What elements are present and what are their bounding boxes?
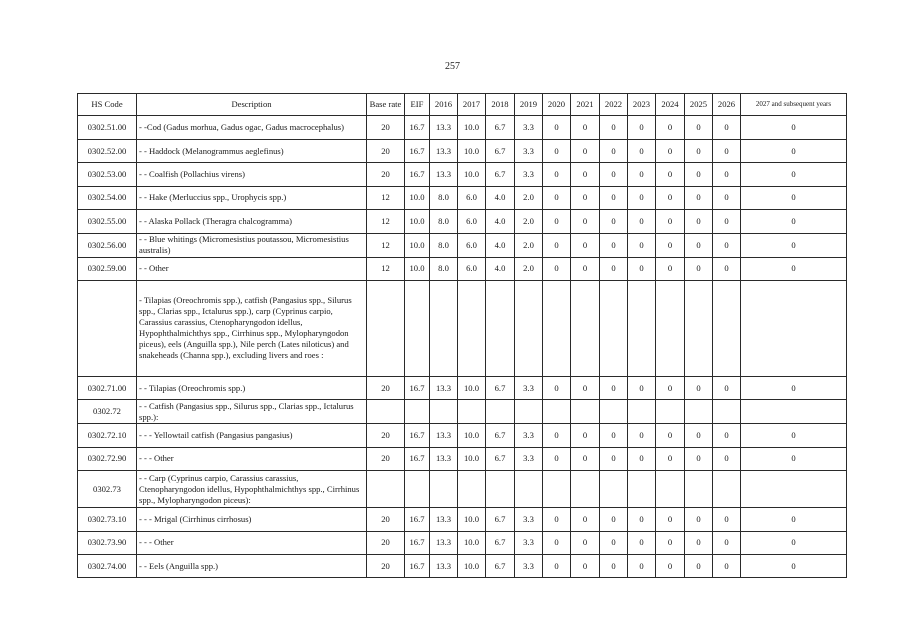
rate-cell: 16.7 — [405, 424, 430, 447]
rate-cell: 20 — [367, 424, 405, 447]
table-row — [78, 447, 847, 470]
rate-cell: 0 — [543, 447, 571, 470]
rate-cell: 3.3 — [515, 447, 543, 470]
rate-cell: 0 — [656, 424, 685, 447]
page-number: 257 — [445, 61, 460, 72]
rate-cell: 0 — [571, 186, 600, 209]
table-row — [78, 554, 847, 577]
table-row — [78, 400, 847, 424]
rate-cell: 0 — [543, 210, 571, 233]
rate-cell: 0 — [741, 554, 847, 577]
rate-cell: 0 — [656, 233, 685, 257]
rate-cell: 0 — [685, 163, 713, 186]
rate-cell: 13.3 — [430, 447, 458, 470]
rate-cell: 4.0 — [486, 257, 515, 280]
rate-cell: 0 — [713, 186, 741, 209]
description-cell: - - Other — [137, 257, 367, 280]
rate-cell: 10.0 — [405, 186, 430, 209]
description-cell: - - Carp (Cyprinus carpio, Carassius carassius, Ctenopharyngodon idellus, Hypophthalmichthys spp., Cirrhinus spp., Mylopharyngodon piceus): — [137, 471, 367, 508]
rate-cell: 0 — [685, 424, 713, 447]
rate-cell: 6.7 — [486, 116, 515, 140]
rate-cell — [741, 280, 847, 376]
rate-cell — [543, 400, 571, 424]
hs-code-cell: 0302.71.00 — [78, 376, 137, 399]
table-row — [78, 376, 847, 399]
description-cell: - - - Mrigal (Cirrhinus cirrhosus) — [137, 508, 367, 531]
rate-cell: 0 — [600, 424, 628, 447]
rate-cell: 0 — [656, 447, 685, 470]
rate-cell: 4.0 — [486, 233, 515, 257]
rate-cell: 6.7 — [486, 163, 515, 186]
rate-cell: 0 — [656, 257, 685, 280]
rate-cell: 0 — [656, 210, 685, 233]
column-header: HS Code — [78, 94, 137, 116]
hs-code-cell: 0302.55.00 — [78, 210, 137, 233]
rate-cell: 20 — [367, 116, 405, 140]
rate-cell: 0 — [543, 508, 571, 531]
column-header: Description — [137, 94, 367, 116]
rate-cell — [600, 280, 628, 376]
rate-cell: 6.7 — [486, 140, 515, 163]
column-header: 2022 — [600, 94, 628, 116]
rate-cell — [713, 471, 741, 508]
rate-cell: 3.3 — [515, 163, 543, 186]
rate-cell: 0 — [543, 554, 571, 577]
rate-cell — [628, 280, 656, 376]
rate-cell: 0 — [656, 376, 685, 399]
rate-cell: 0 — [571, 210, 600, 233]
column-header: 2024 — [656, 94, 685, 116]
rate-cell: 0 — [713, 116, 741, 140]
rate-cell — [713, 400, 741, 424]
rate-cell: 10.0 — [458, 554, 486, 577]
rate-cell: 0 — [713, 233, 741, 257]
rate-cell — [405, 400, 430, 424]
hs-code-cell: 0302.72 — [78, 400, 137, 424]
rate-cell: 0 — [713, 257, 741, 280]
rate-cell: 6.0 — [458, 233, 486, 257]
rate-cell: 0 — [656, 554, 685, 577]
rate-cell: 12 — [367, 210, 405, 233]
rate-cell: 2.0 — [515, 186, 543, 209]
rate-cell: 0 — [600, 531, 628, 554]
table-row — [78, 210, 847, 233]
rate-cell: 10.0 — [405, 210, 430, 233]
hs-code-cell: 0302.54.00 — [78, 186, 137, 209]
rate-cell: 12 — [367, 233, 405, 257]
rate-cell: 0 — [741, 210, 847, 233]
rate-cell: 13.3 — [430, 163, 458, 186]
column-header: 2019 — [515, 94, 543, 116]
rate-cell: 0 — [741, 508, 847, 531]
table-row — [78, 280, 847, 376]
rate-cell — [571, 471, 600, 508]
rate-cell: 0 — [543, 163, 571, 186]
rate-cell: 0 — [628, 531, 656, 554]
description-cell: - - Tilapias (Oreochromis spp.) — [137, 376, 367, 399]
rate-cell: 4.0 — [486, 210, 515, 233]
rate-cell: 0 — [543, 233, 571, 257]
rate-cell: 0 — [543, 116, 571, 140]
rate-cell: 0 — [685, 447, 713, 470]
table-row — [78, 424, 847, 447]
hs-code-cell: 0302.59.00 — [78, 257, 137, 280]
header-row — [78, 94, 847, 116]
table-row — [78, 257, 847, 280]
rate-cell: 16.7 — [405, 140, 430, 163]
rate-cell: 6.7 — [486, 424, 515, 447]
rate-cell: 0 — [600, 233, 628, 257]
rate-cell: 0 — [628, 447, 656, 470]
rate-cell: 4.0 — [486, 186, 515, 209]
rate-cell — [656, 471, 685, 508]
table-row — [78, 186, 847, 209]
rate-cell: 0 — [571, 447, 600, 470]
rate-cell: 13.3 — [430, 508, 458, 531]
rate-cell: 0 — [571, 376, 600, 399]
table-row — [78, 163, 847, 186]
rate-cell: 6.7 — [486, 508, 515, 531]
rate-cell: 16.7 — [405, 116, 430, 140]
hs-code-cell: 0302.74.00 — [78, 554, 137, 577]
rate-cell: 0 — [543, 376, 571, 399]
rate-cell — [405, 280, 430, 376]
rate-cell: 0 — [656, 163, 685, 186]
rate-cell: 0 — [656, 186, 685, 209]
column-header: Base rate — [367, 94, 405, 116]
rate-cell — [571, 280, 600, 376]
column-header: 2020 — [543, 94, 571, 116]
rate-cell: 16.7 — [405, 163, 430, 186]
rate-cell — [543, 280, 571, 376]
rate-cell: 0 — [656, 116, 685, 140]
rate-cell — [458, 280, 486, 376]
table-body — [78, 116, 847, 578]
rate-cell: 0 — [685, 186, 713, 209]
rate-cell — [628, 471, 656, 508]
rate-cell: 20 — [367, 554, 405, 577]
column-header: 2016 — [430, 94, 458, 116]
rate-cell — [600, 471, 628, 508]
rate-cell: 0 — [600, 508, 628, 531]
rate-cell: 0 — [685, 508, 713, 531]
rate-cell: 0 — [713, 424, 741, 447]
rate-cell: 0 — [713, 531, 741, 554]
rate-cell: 2.0 — [515, 257, 543, 280]
rate-cell — [628, 400, 656, 424]
rate-cell: 10.0 — [458, 508, 486, 531]
description-cell: - - Blue whitings (Micromesistius poutassou, Micromesistius australis) — [137, 233, 367, 257]
rate-cell: 0 — [600, 140, 628, 163]
rate-cell — [685, 400, 713, 424]
rate-cell: 3.3 — [515, 376, 543, 399]
rate-cell — [486, 400, 515, 424]
rate-cell: 0 — [741, 447, 847, 470]
description-cell: - - Alaska Pollack (Theragra chalcogramma) — [137, 210, 367, 233]
rate-cell: 6.0 — [458, 257, 486, 280]
rate-cell: 0 — [741, 376, 847, 399]
rate-cell: 2.0 — [515, 210, 543, 233]
rate-cell: 0 — [628, 508, 656, 531]
description-cell: - - Hake (Merluccius spp., Urophycis spp.) — [137, 186, 367, 209]
rate-cell: 16.7 — [405, 531, 430, 554]
rate-cell — [430, 400, 458, 424]
rate-cell: 13.3 — [430, 424, 458, 447]
rate-cell — [515, 471, 543, 508]
rate-cell: 0 — [741, 424, 847, 447]
rate-cell: 0 — [628, 376, 656, 399]
rate-cell: 0 — [571, 531, 600, 554]
column-header: 2023 — [628, 94, 656, 116]
rate-cell: 6.7 — [486, 376, 515, 399]
column-header: 2026 — [713, 94, 741, 116]
description-cell: - - Eels (Anguilla spp.) — [137, 554, 367, 577]
rate-cell — [486, 471, 515, 508]
rate-cell: 20 — [367, 531, 405, 554]
hs-code-cell: 0302.72.90 — [78, 447, 137, 470]
rate-cell: 0 — [713, 140, 741, 163]
table-row — [78, 508, 847, 531]
description-cell: - - Coalfish (Pollachius virens) — [137, 163, 367, 186]
rate-cell: 0 — [543, 257, 571, 280]
rate-cell: 0 — [741, 140, 847, 163]
rate-cell: 0 — [685, 257, 713, 280]
description-cell: - - - Other — [137, 531, 367, 554]
rate-cell — [458, 400, 486, 424]
column-header: 2017 — [458, 94, 486, 116]
rate-cell: 0 — [543, 424, 571, 447]
table-row — [78, 531, 847, 554]
rate-cell: 0 — [628, 554, 656, 577]
hs-code-cell: 0302.73 — [78, 471, 137, 508]
rate-cell: 0 — [571, 554, 600, 577]
rate-cell: 10.0 — [405, 233, 430, 257]
rate-cell — [741, 471, 847, 508]
hs-code-cell: 0302.51.00 — [78, 116, 137, 140]
rate-cell: 0 — [741, 163, 847, 186]
rate-cell — [367, 280, 405, 376]
description-cell: - - Haddock (Melanogrammus aeglefinus) — [137, 140, 367, 163]
hs-code-cell — [78, 280, 137, 376]
rate-cell: 13.3 — [430, 116, 458, 140]
rate-cell: 8.0 — [430, 257, 458, 280]
hs-code-cell: 0302.73.10 — [78, 508, 137, 531]
hs-code-cell: 0302.72.10 — [78, 424, 137, 447]
rate-cell: 16.7 — [405, 554, 430, 577]
rate-cell: 13.3 — [430, 554, 458, 577]
rate-cell: 0 — [600, 210, 628, 233]
table-row — [78, 140, 847, 163]
rate-cell: 0 — [628, 210, 656, 233]
rate-cell — [486, 280, 515, 376]
rate-cell: 0 — [685, 140, 713, 163]
rate-cell: 16.7 — [405, 447, 430, 470]
rate-cell — [515, 280, 543, 376]
rate-cell: 20 — [367, 447, 405, 470]
rate-cell — [458, 471, 486, 508]
rate-cell: 10.0 — [458, 163, 486, 186]
description-cell: - - - Other — [137, 447, 367, 470]
rate-cell: 16.7 — [405, 508, 430, 531]
rate-cell: 0 — [741, 531, 847, 554]
rate-cell: 0 — [628, 186, 656, 209]
rate-cell: 0 — [713, 376, 741, 399]
rate-cell: 0 — [543, 531, 571, 554]
rate-cell: 8.0 — [430, 186, 458, 209]
rate-cell: 0 — [713, 447, 741, 470]
rate-cell: 10.0 — [458, 447, 486, 470]
rate-cell: 13.3 — [430, 531, 458, 554]
rate-cell: 0 — [628, 257, 656, 280]
rate-cell: 6.0 — [458, 210, 486, 233]
table-row — [78, 116, 847, 140]
rate-cell: 13.3 — [430, 140, 458, 163]
rate-cell: 0 — [741, 116, 847, 140]
rate-cell: 0 — [741, 257, 847, 280]
rate-cell: 0 — [600, 447, 628, 470]
rate-cell — [367, 471, 405, 508]
rate-cell: 10.0 — [458, 140, 486, 163]
rate-cell — [713, 280, 741, 376]
rate-cell: 10.0 — [405, 257, 430, 280]
rate-cell: 0 — [685, 233, 713, 257]
column-header: 2021 — [571, 94, 600, 116]
rate-cell: 0 — [571, 233, 600, 257]
rate-cell: 0 — [713, 210, 741, 233]
rate-cell: 12 — [367, 257, 405, 280]
rate-cell — [430, 280, 458, 376]
rate-cell: 3.3 — [515, 116, 543, 140]
rate-cell: 0 — [543, 186, 571, 209]
description-cell: - Tilapias (Oreochromis spp.), catfish (Pangasius spp., Silurus spp., Clarias spp., Ictalurus spp.), carp (Cyprinus carpio, Carassius carassius, Ctenopharyngodon idellus, Hypophthalmichthys spp., Cirrhinus spp., Mylopharyngodon piceus), eels (Anguilla spp.), Nile perch (Lates niloticus) and snakeheads (Channa spp.), excluding livers and roes : — [137, 280, 367, 376]
rate-cell: 8.0 — [430, 233, 458, 257]
rate-cell: 0 — [600, 116, 628, 140]
table-row — [78, 233, 847, 257]
rate-cell: 10.0 — [458, 116, 486, 140]
rate-cell: 0 — [685, 210, 713, 233]
rate-cell: 3.3 — [515, 140, 543, 163]
rate-cell — [405, 471, 430, 508]
hs-code-cell: 0302.73.90 — [78, 531, 137, 554]
rate-cell: 3.3 — [515, 508, 543, 531]
rate-cell: 0 — [656, 508, 685, 531]
rate-cell: 0 — [685, 554, 713, 577]
rate-cell: 6.7 — [486, 531, 515, 554]
rate-cell: 20 — [367, 140, 405, 163]
rate-cell: 0 — [628, 424, 656, 447]
rate-cell — [685, 280, 713, 376]
rate-cell — [600, 400, 628, 424]
table-row — [78, 471, 847, 508]
column-header: EIF — [405, 94, 430, 116]
rate-cell — [656, 280, 685, 376]
rate-cell: 0 — [600, 554, 628, 577]
rate-cell: 20 — [367, 508, 405, 531]
rate-cell: 3.3 — [515, 554, 543, 577]
column-header: 2018 — [486, 94, 515, 116]
column-header: 2025 — [685, 94, 713, 116]
rate-cell: 12 — [367, 186, 405, 209]
rate-cell: 0 — [685, 116, 713, 140]
rate-cell: 6.0 — [458, 186, 486, 209]
hs-code-cell: 0302.56.00 — [78, 233, 137, 257]
rate-cell: 0 — [656, 140, 685, 163]
description-cell: - -Cod (Gadus morhua, Gadus ogac, Gadus macrocephalus) — [137, 116, 367, 140]
rate-cell: 6.7 — [486, 447, 515, 470]
rate-cell: 0 — [571, 116, 600, 140]
rate-cell: 0 — [571, 140, 600, 163]
rate-cell: 13.3 — [430, 376, 458, 399]
rate-cell: 0 — [713, 508, 741, 531]
rate-cell: 0 — [571, 508, 600, 531]
hs-code-cell: 0302.52.00 — [78, 140, 137, 163]
rate-cell — [571, 400, 600, 424]
rate-cell: 0 — [713, 554, 741, 577]
rate-cell: 0 — [628, 140, 656, 163]
rate-cell: 0 — [628, 116, 656, 140]
rate-cell: 16.7 — [405, 376, 430, 399]
rate-cell — [741, 400, 847, 424]
rate-cell: 0 — [600, 376, 628, 399]
rate-cell: 0 — [685, 531, 713, 554]
rate-cell — [685, 471, 713, 508]
rate-cell: 0 — [685, 376, 713, 399]
rate-cell: 20 — [367, 163, 405, 186]
description-cell: - - - Yellowtail catfish (Pangasius pangasius) — [137, 424, 367, 447]
rate-cell — [656, 400, 685, 424]
rate-cell: 0 — [628, 233, 656, 257]
rate-cell: 0 — [741, 186, 847, 209]
rate-cell — [515, 400, 543, 424]
hs-code-cell: 0302.53.00 — [78, 163, 137, 186]
rate-cell: 0 — [600, 257, 628, 280]
rate-cell: 0 — [571, 257, 600, 280]
rate-cell: 0 — [600, 163, 628, 186]
rate-cell — [543, 471, 571, 508]
rate-cell: 0 — [656, 531, 685, 554]
rate-cell: 2.0 — [515, 233, 543, 257]
description-cell: - - Catfish (Pangasius spp., Silurus spp., Clarias spp., Ictalurus spp.): — [137, 400, 367, 424]
rate-cell — [367, 400, 405, 424]
rate-cell: 10.0 — [458, 531, 486, 554]
rate-cell: 10.0 — [458, 376, 486, 399]
rate-cell: 3.3 — [515, 531, 543, 554]
rate-cell: 0 — [628, 163, 656, 186]
tariff-schedule-table — [77, 93, 847, 578]
rate-cell: 0 — [571, 424, 600, 447]
rate-cell: 0 — [543, 140, 571, 163]
rate-cell — [430, 471, 458, 508]
rate-cell: 0 — [713, 163, 741, 186]
column-header: 2027 and subsequent years — [741, 94, 847, 116]
rate-cell: 6.7 — [486, 554, 515, 577]
rate-cell: 0 — [571, 163, 600, 186]
rate-cell: 10.0 — [458, 424, 486, 447]
rate-cell: 0 — [600, 186, 628, 209]
rate-cell: 20 — [367, 376, 405, 399]
rate-cell: 8.0 — [430, 210, 458, 233]
rate-cell: 3.3 — [515, 424, 543, 447]
rate-cell: 0 — [741, 233, 847, 257]
